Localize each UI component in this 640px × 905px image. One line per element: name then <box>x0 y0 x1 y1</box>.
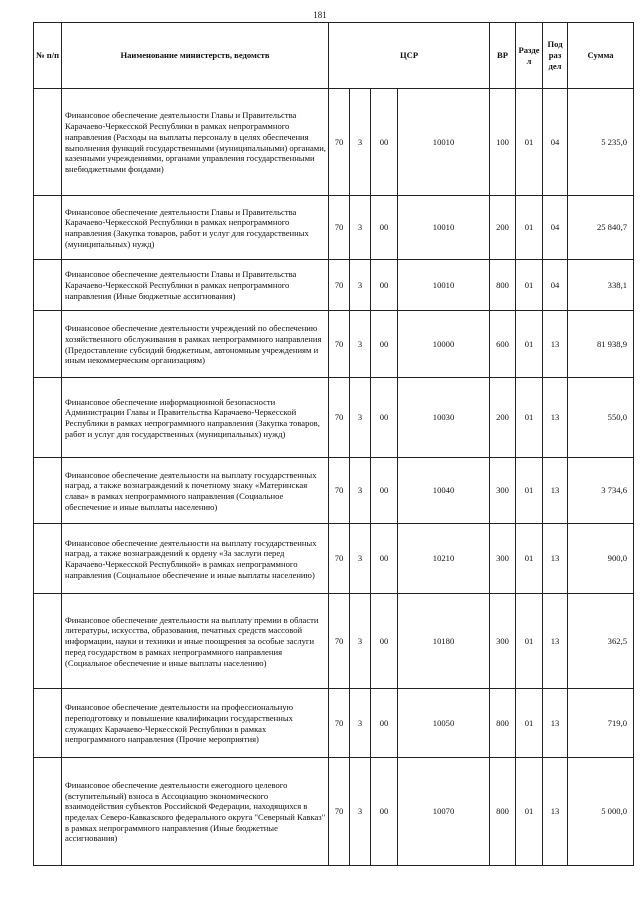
podrazdel-cell: 13 <box>543 378 568 458</box>
csr-part2: 3 <box>350 689 371 758</box>
table-row <box>34 758 634 866</box>
vr-cell: 800 <box>490 758 516 866</box>
csr-part4: 10070 <box>398 758 490 866</box>
csr-part1: 70 <box>329 758 350 866</box>
table-row <box>34 89 634 196</box>
page-number: 181 <box>313 10 327 20</box>
podrazdel-cell: 13 <box>543 689 568 758</box>
csr-part4: 10050 <box>398 689 490 758</box>
podrazdel-cell: 13 <box>543 594 568 689</box>
header-podrazdel: Под раз дел <box>543 23 568 89</box>
vr-cell: 100 <box>490 89 516 196</box>
header-name: Наименование министерств, ведомств <box>62 23 329 89</box>
csr-part4: 10040 <box>398 458 490 524</box>
csr-part4: 10210 <box>398 524 490 594</box>
header-num: № п/п <box>34 23 62 89</box>
row-name: Финансовое обеспечение деятельности ежегодного целевого (вступительный) взноса в Ассоциацию экономического взаимодействия субъектов Российской Федерации, находящихся в пределах Северо-Кавказского федерального округа "Северный Кавказ" в рамках непрограммного направления (Иные бюджетные ассигнования) <box>62 758 329 866</box>
razdel-cell: 01 <box>516 758 543 866</box>
row-name: Финансовое обеспечение деятельности на выплату государственных наград, а также вознаграждений к почетному знаку «Материнская слава» в рамках непрограммного направления (Социальное обеспечение и иные выплаты населению) <box>62 458 329 524</box>
budget-table <box>33 22 634 866</box>
row-name: Финансовое обеспечение деятельности Главы и Правительства Карачаево-Черкесской Республики в рамках непрограммного направления (Закупка товаров, работ и услуг для государственных (муниципальных) нужд) <box>62 196 329 260</box>
table-row <box>34 260 634 311</box>
row-num-cell <box>34 524 62 594</box>
razdel-cell: 01 <box>516 378 543 458</box>
table-row <box>34 378 634 458</box>
podrazdel-cell: 13 <box>543 311 568 378</box>
row-name: Финансовое обеспечение деятельности Главы и Правительства Карачаево-Черкесской Республики в рамках непрограммного направления (Расходы на выплаты персоналу в целях обеспечения выполнения функций государственными (муниципальными) органами, казенными учреждениями, органами управления государственными внебюджетными фондами) <box>62 89 329 196</box>
csr-part1: 70 <box>329 458 350 524</box>
csr-part4: 10180 <box>398 594 490 689</box>
csr-part2: 3 <box>350 311 371 378</box>
razdel-cell: 01 <box>516 311 543 378</box>
sum-cell: 338,1 <box>568 260 634 311</box>
vr-cell: 600 <box>490 311 516 378</box>
header-csr: ЦСР <box>329 23 490 89</box>
csr-part4: 10000 <box>398 311 490 378</box>
row-name: Финансовое обеспечение информационной безопасности Администрации Главы и Правительства Карачаево-Черкесской Республики в рамках непрограммного направления (Закупка товаров, работ и услуг для государственных (муниципальных) нужд) <box>62 378 329 458</box>
razdel-cell: 01 <box>516 689 543 758</box>
razdel-cell: 01 <box>516 89 543 196</box>
sum-cell: 25 840,7 <box>568 196 634 260</box>
header-row <box>34 23 634 89</box>
table-row <box>34 524 634 594</box>
sum-cell: 5 235,0 <box>568 89 634 196</box>
table-row <box>34 458 634 524</box>
csr-part3: 00 <box>371 311 398 378</box>
csr-part1: 70 <box>329 311 350 378</box>
csr-part3: 00 <box>371 524 398 594</box>
row-num-cell <box>34 378 62 458</box>
csr-part4: 10030 <box>398 378 490 458</box>
csr-part1: 70 <box>329 89 350 196</box>
podrazdel-cell: 04 <box>543 260 568 311</box>
row-name: Финансовое обеспечение деятельности Главы и Правительства Карачаево-Черкесской Республики в рамках непрограммного направления (Иные бюджетные ассигнования) <box>62 260 329 311</box>
row-num-cell <box>34 594 62 689</box>
csr-part3: 00 <box>371 378 398 458</box>
vr-cell: 300 <box>490 594 516 689</box>
csr-part2: 3 <box>350 758 371 866</box>
row-num-cell <box>34 196 62 260</box>
row-name: Финансовое обеспечение деятельности на выплату государственных наград, а также вознаграждений к ордену «За заслуги перед Карачаево-Черкесской Республикой» в рамках непрограммного направления (Социальное обеспечение и иные выплаты населению) <box>62 524 329 594</box>
table-row <box>34 594 634 689</box>
row-name: Финансовое обеспечение деятельности учреждений по обеспечению хозяйственного обслуживания в рамках непрограммного направления (Предоставление субсидий бюджетным, автономным учреждениям и иным некоммерческим организациям) <box>62 311 329 378</box>
header-summa: Сумма <box>568 23 634 89</box>
row-num-cell <box>34 89 62 196</box>
sum-cell: 719,0 <box>568 689 634 758</box>
podrazdel-cell: 04 <box>543 89 568 196</box>
csr-part2: 3 <box>350 458 371 524</box>
row-num-cell <box>34 311 62 378</box>
row-name: Финансовое обеспечение деятельности на выплату премии в области литературы, искусства, образования, печатных средств массовой информации, науки и техники и иные поощрения за особые заслуги перед государством в рамках непрограммного направления (Социальное обеспечение и иные выплаты населению) <box>62 594 329 689</box>
csr-part2: 3 <box>350 378 371 458</box>
csr-part1: 70 <box>329 689 350 758</box>
sum-cell: 5 000,0 <box>568 758 634 866</box>
csr-part3: 00 <box>371 89 398 196</box>
csr-part1: 70 <box>329 196 350 260</box>
razdel-cell: 01 <box>516 196 543 260</box>
vr-cell: 300 <box>490 458 516 524</box>
sum-cell: 3 734,6 <box>568 458 634 524</box>
row-num-cell <box>34 689 62 758</box>
csr-part3: 00 <box>371 689 398 758</box>
table-row <box>34 689 634 758</box>
csr-part3: 00 <box>371 260 398 311</box>
table-row <box>34 311 634 378</box>
csr-part3: 00 <box>371 458 398 524</box>
csr-part2: 3 <box>350 524 371 594</box>
vr-cell: 200 <box>490 196 516 260</box>
sum-cell: 362,5 <box>568 594 634 689</box>
razdel-cell: 01 <box>516 524 543 594</box>
header-razdel: Разде л <box>516 23 543 89</box>
razdel-cell: 01 <box>516 458 543 524</box>
razdel-cell: 01 <box>516 260 543 311</box>
vr-cell: 200 <box>490 378 516 458</box>
csr-part2: 3 <box>350 89 371 196</box>
row-num-cell <box>34 758 62 866</box>
sum-cell: 550,0 <box>568 378 634 458</box>
header-vr: ВР <box>490 23 516 89</box>
csr-part4: 10010 <box>398 196 490 260</box>
csr-part3: 00 <box>371 196 398 260</box>
podrazdel-cell: 13 <box>543 524 568 594</box>
csr-part3: 00 <box>371 758 398 866</box>
sum-cell: 81 938,9 <box>568 311 634 378</box>
csr-part1: 70 <box>329 594 350 689</box>
row-num-cell <box>34 260 62 311</box>
podrazdel-cell: 04 <box>543 196 568 260</box>
csr-part2: 3 <box>350 196 371 260</box>
row-num-cell <box>34 458 62 524</box>
razdel-cell: 01 <box>516 594 543 689</box>
csr-part1: 70 <box>329 524 350 594</box>
csr-part2: 3 <box>350 260 371 311</box>
podrazdel-cell: 13 <box>543 458 568 524</box>
sum-cell: 900,0 <box>568 524 634 594</box>
vr-cell: 800 <box>490 260 516 311</box>
csr-part3: 00 <box>371 594 398 689</box>
table-row <box>34 196 634 260</box>
row-name: Финансовое обеспечение деятельности на профессиональную переподготовку и повышение квалификации государственных служащих Карачаево-Черкесской Республики в рамках непрограммного направления (Прочие мероприятия) <box>62 689 329 758</box>
podrazdel-cell: 13 <box>543 758 568 866</box>
vr-cell: 300 <box>490 524 516 594</box>
csr-part4: 10010 <box>398 260 490 311</box>
vr-cell: 800 <box>490 689 516 758</box>
csr-part1: 70 <box>329 378 350 458</box>
csr-part2: 3 <box>350 594 371 689</box>
csr-part1: 70 <box>329 260 350 311</box>
csr-part4: 10010 <box>398 89 490 196</box>
